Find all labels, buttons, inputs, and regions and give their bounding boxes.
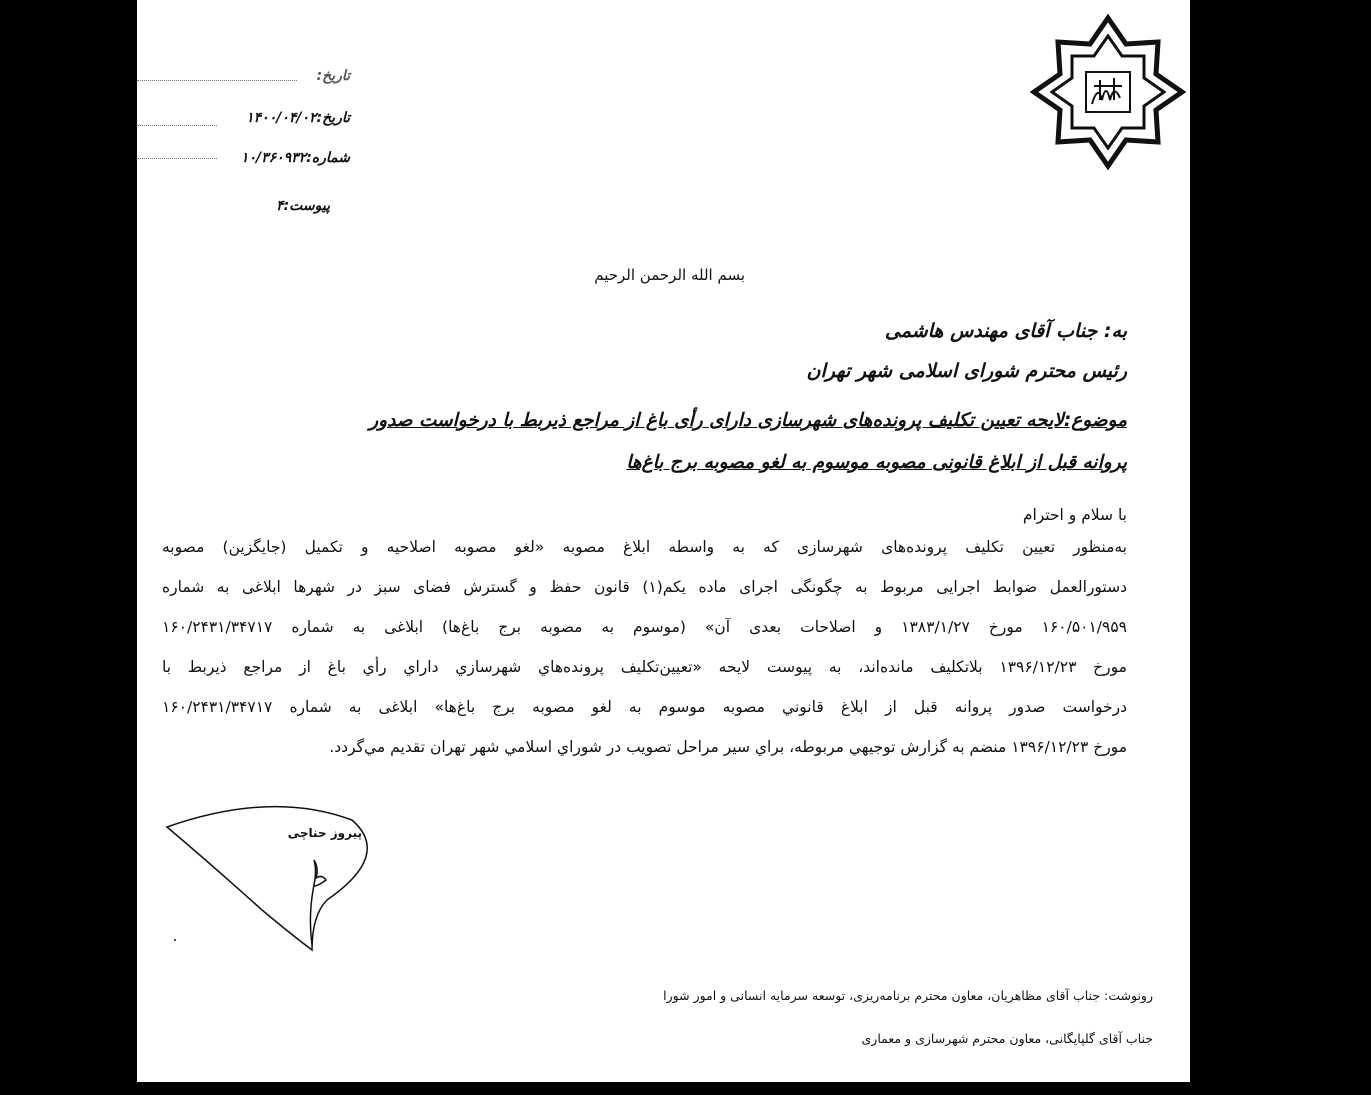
empty-date-label: تاریخ: [316, 68, 350, 84]
signatory-name: پیروز حناچی [287, 826, 362, 840]
recipient-name: به: جناب آقای مهندس هاشمی [884, 320, 1127, 342]
number-label: شماره: [306, 150, 350, 166]
body-line: مورخ ۱۳۹۶/۱۲/۲۳ بلاتکلیف مانده‌اند، به پیوست لایحه «تعیین‌تکلیف پرونده‌هاي شهرسازي داراي رأي باغ از مراجع ذيربط با [162, 658, 1127, 676]
greeting: با سلام و احترام [1022, 506, 1127, 524]
body-line: به‌منظور تعیین تکلیف پرونده‌های شهرسازی که به واسطه ابلاغ مصوبه «لغو مصوبه اصلاحیه و تکمیل (جایگزین) مصوبه [162, 538, 1127, 556]
tehran-municipality-logo [1030, 14, 1186, 170]
dotted-line [137, 125, 217, 126]
cc-line-2: جناب آقای گلپایگانی، معاون محترم شهرسازی و معماری [861, 1031, 1153, 1046]
body-line: دستورالعمل ضوابط اجرایی مربوط به چگونگی اجرای ماده یکم(۱) قانون حفظ و گسترش فضای سبز در شهرها ابلاغی به شماره [162, 578, 1128, 596]
recipient-title: رئیس محترم شورای اسلامی شهر تهران [806, 360, 1127, 382]
letter-page [137, 0, 1190, 1082]
number-field [241, 150, 350, 166]
subject-line-1: موضوع:لایحه تعیین تکلیف پرونده‌های شهرسازی دارای رأی باغ از مراجع ذیربط با درخواست صدور [369, 410, 1127, 431]
cc-line-1: رونوشت: جناب آقای مظاهریان، معاون محترم برنامه‌ریزی، توسعه سرمایه انسانی و امور شورا [663, 988, 1153, 1003]
subject-line-2: پروانه قبل از ابلاغ قانونی مصوبه موسوم به لغو مصوبه برج باغ‌ها [626, 452, 1127, 473]
attachment-field [276, 198, 330, 214]
body-line: مورخ ۱۳۹۶/۱۲/۲۳ منضم به گزارش توجيهي مربوطه، براي سير مراحل تصويب در شوراي اسلامي شهر تهران تقديم مي‌گردد. [329, 738, 1127, 756]
body-line: درخواست صدور پروانه قبل از ابلاغ قانوني مصوبه موسوم به لغو مصوبه برج باغ‌ها» ابلاغی به شماره ۱۶۰/۲۴۳۱/۳۴۷۱۷ [162, 698, 1127, 716]
attachment-value: ۴ [276, 198, 284, 214]
number-value: ۱۰/۳۶۰۹۳۲ [240, 150, 307, 166]
date-field [246, 110, 350, 126]
date-value: ۱۴۰۰/۰۴/۰۲ [246, 110, 317, 126]
basmala: بسم الله الرحمن الرحیم [594, 266, 745, 284]
date-label: تاریخ: [316, 110, 350, 126]
body-line: ۱۶۰/۵۰۱/۹۵۹ مورخ ۱۳۸۳/۱/۲۷ و اصلاحات بعدی آن» (موسوم به مصوبه برج باغ‌ها) ابلاغی به شماره ۱۶۰/۲۴۳۱/۳۴۷۱۷ [162, 618, 1127, 636]
dotted-line [137, 80, 297, 81]
attachment-label: پیوست: [283, 198, 330, 214]
dotted-line [137, 158, 217, 159]
